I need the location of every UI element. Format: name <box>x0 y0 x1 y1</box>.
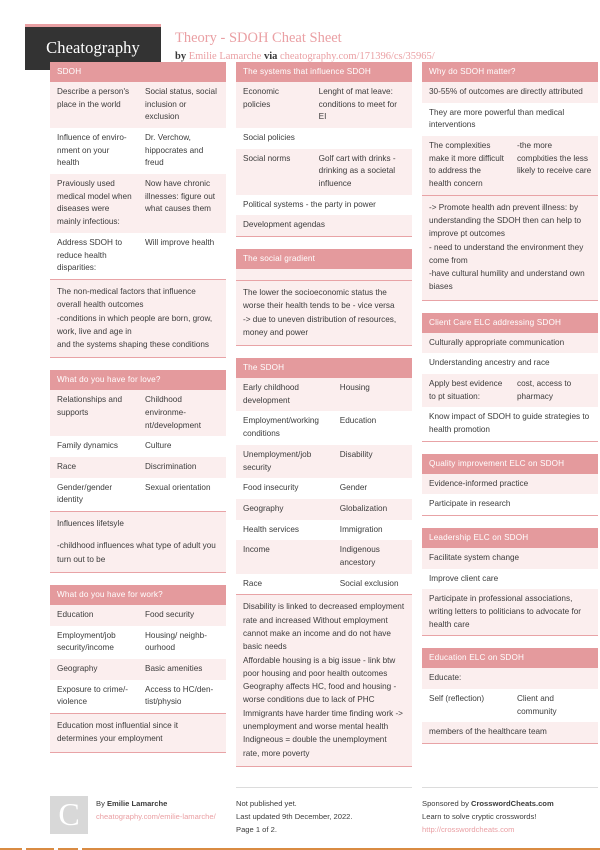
column-3 <box>422 62 598 756</box>
page-footer <box>25 779 575 837</box>
table-row <box>422 82 598 103</box>
cell: Employment/working conditions <box>236 411 333 444</box>
block-table <box>50 605 226 713</box>
note-line: Affordable housing is a big issue - link btw poor housing and poor health outcomes <box>243 655 396 678</box>
note-line: -> due to uneven distribution of resources, money and power <box>243 314 397 337</box>
footer-sponsor-col <box>422 787 598 837</box>
note-line: Influences lifetsyle <box>57 519 124 529</box>
cell: members of the healthcare team <box>422 722 598 743</box>
table-row <box>50 680 226 713</box>
cell: Social policies <box>236 128 412 149</box>
table-row <box>236 215 412 236</box>
block-title: The social gradient <box>236 249 412 269</box>
cell: Gender/gender identity <box>50 478 138 511</box>
block-social-gradient <box>236 249 412 346</box>
footer-profile-link[interactable]: cheatography.com/emilie-lamarche/ <box>96 812 216 822</box>
cell: Indigenous ancestory <box>333 540 412 573</box>
table-row <box>422 407 598 440</box>
column-2 <box>236 62 412 779</box>
cell: Housing <box>333 378 412 411</box>
block-client-care-elc <box>422 313 598 442</box>
block-quality-improvement-elc <box>422 454 598 516</box>
cell: Basic amenities <box>138 659 226 680</box>
cell: cost, access to pharmacy <box>510 374 598 407</box>
sponsor-prefix: Sponsored by <box>422 798 471 808</box>
cell: Golf cart with drinks - drinking as a societal influence <box>312 149 412 195</box>
block-sdoh <box>50 62 226 358</box>
cell: Early childhood development <box>236 378 333 411</box>
cell: Disability <box>333 445 412 478</box>
note-line: and the systems shaping these conditions <box>57 340 210 350</box>
block-title: Quality improvement ELC on SDOH <box>422 454 598 474</box>
cell: Food security <box>138 605 226 626</box>
cell: The complexities make it more difficult to address the health concern <box>422 136 510 195</box>
content-columns <box>25 62 592 779</box>
cell: Political systems - the party in power <box>236 195 412 216</box>
table-row <box>50 436 226 457</box>
table-row <box>422 494 598 515</box>
table-row <box>422 589 598 635</box>
cell: Education <box>333 411 412 444</box>
by-label: by <box>175 51 187 63</box>
cell: Lenght of mat leave: conditions to meet for EI <box>312 82 412 128</box>
cell: Economic policies <box>236 82 312 128</box>
block-title: Why do SDOH matter? <box>422 62 598 82</box>
table-row <box>422 668 598 689</box>
cell: Evidence-informed practice <box>422 474 598 495</box>
by-label: By <box>96 798 107 808</box>
block-what-for-work <box>50 585 226 753</box>
sponsor-url-link[interactable]: http://crosswordcheats.com <box>422 825 515 835</box>
cell: Participate in professional associations, writing letters to politicians to advocate for health care <box>422 589 598 635</box>
footer-publish-text <box>236 797 353 837</box>
block-title: SDOH <box>50 62 226 82</box>
block-note <box>236 594 412 765</box>
block-education-elc <box>422 648 598 744</box>
page-header <box>25 0 575 62</box>
block-why-sdoh-matter <box>422 62 598 301</box>
cell: Relationships and supports <box>50 390 138 436</box>
cell: Social exclusion <box>333 574 412 595</box>
block-note <box>50 511 226 572</box>
table-row <box>50 390 226 436</box>
sponsor-name[interactable]: CrosswordCheats.com <box>470 798 554 808</box>
cell: 30-55% of outcomes are directly attributed <box>422 82 598 103</box>
cell: Client and community <box>510 689 598 722</box>
table-row <box>236 478 412 499</box>
sponsor-line <box>422 797 554 810</box>
table-row <box>236 499 412 520</box>
footer-sponsor-text <box>422 797 554 837</box>
table-row <box>236 378 412 411</box>
table-row <box>50 128 226 174</box>
footer-publish-col <box>236 787 412 837</box>
page-title: Theory - SDOH Cheat Sheet <box>175 30 342 46</box>
cell: Apply best evidence to pt situation: <box>422 374 510 407</box>
block-title: Education ELC on SDOH <box>422 648 598 668</box>
table-row <box>236 520 412 541</box>
column-1 <box>50 62 226 765</box>
cell: Unemployment/job security <box>236 445 333 478</box>
title-block <box>161 24 435 64</box>
table-row <box>422 136 598 195</box>
block-title: The SDOH <box>236 358 412 378</box>
block-note <box>236 280 412 345</box>
table-row <box>236 128 412 149</box>
author-link[interactable]: Emilie Lamarche <box>188 51 262 63</box>
block-the-sdoh <box>236 358 412 767</box>
note-line: Disability is linked to decreased employment rate and increased Without employment cannot make an income and do not have basic needs <box>243 602 405 652</box>
table-row <box>422 353 598 374</box>
block-table <box>422 668 598 743</box>
block-table <box>50 390 226 511</box>
table-row <box>422 333 598 354</box>
cell: Exposure to crime/violence <box>50 680 138 713</box>
note-line: -childhood influences what type of adult you turn out to be <box>57 541 216 564</box>
cell: Geography <box>236 499 333 520</box>
table-row <box>422 103 598 136</box>
block-note <box>50 713 226 752</box>
block-table <box>236 82 412 236</box>
block-table <box>422 333 598 441</box>
table-row <box>50 478 226 511</box>
logo-text: Cheatography <box>46 38 140 57</box>
cell: Social status, social inclusion or exclusion <box>138 82 226 128</box>
note-line: -have cultural humility and understand own biases <box>429 269 585 292</box>
publish-status: Not published yet. <box>236 798 297 808</box>
cell: Culturally appropriate communication <box>422 333 598 354</box>
cell: Now have chronic illnesses: figure out what causes them <box>138 174 226 233</box>
table-row <box>50 457 226 478</box>
cell: Know impact of SDOH to guide strategies to health promotion <box>422 407 598 440</box>
cell: Immigration <box>333 520 412 541</box>
table-row <box>236 195 412 216</box>
table-row <box>50 626 226 659</box>
cell: -the more complxities the less likely to receive care <box>510 136 598 195</box>
cell: Gender <box>333 478 412 499</box>
cell: Dr. Verchow, hippocrates and freud <box>138 128 226 174</box>
table-row <box>50 659 226 680</box>
cell: Address SDOH to reduce health disparities: <box>50 233 138 279</box>
cell: Sexual orientation <box>138 478 226 511</box>
sheet-url-link[interactable]: cheatography.com/171396/cs/35965/ <box>279 51 435 63</box>
sponsor-tagline: Learn to solve cryptic crosswords! <box>422 812 537 822</box>
block-what-for-love <box>50 370 226 573</box>
table-row <box>50 605 226 626</box>
cell: Social norms <box>236 149 312 195</box>
via-label: via <box>263 51 278 63</box>
block-note <box>50 279 226 357</box>
page-number: Page 1 of 2. <box>236 825 277 835</box>
table-row <box>236 411 412 444</box>
cell: Facilitate system change <box>422 548 598 569</box>
note-line: - need to understand the environment they come from <box>429 242 584 265</box>
block-table <box>422 82 598 195</box>
block-note <box>422 195 598 300</box>
block-leadership-elc <box>422 528 598 636</box>
block-title: What do you have for love? <box>50 370 226 390</box>
note-line: Indigneous = double the unemployment rate, more poverty <box>243 735 387 758</box>
table-row <box>422 569 598 590</box>
table-row <box>422 474 598 495</box>
cell: Race <box>236 574 333 595</box>
cell: Health services <box>236 520 333 541</box>
cell: They are more powerful than medical interventions <box>422 103 598 136</box>
block-table <box>50 82 226 279</box>
cell: Understanding ancestry and race <box>422 353 598 374</box>
cell: Educate: <box>422 668 598 689</box>
block-systems-influence-sdoh <box>236 62 412 237</box>
block-title: Leadership ELC on SDOH <box>422 528 598 548</box>
cell: Development agendas <box>236 215 412 236</box>
table-row <box>422 722 598 743</box>
cell: Globalization <box>333 499 412 520</box>
author-name: Emilie Lamarche <box>106 798 168 808</box>
table-row <box>236 149 412 195</box>
table-row <box>422 548 598 569</box>
cell <box>236 269 412 280</box>
block-table <box>236 269 412 280</box>
table-row <box>236 445 412 478</box>
block-table <box>236 378 412 594</box>
table-row <box>236 574 412 595</box>
cell: Self (reflection) <box>422 689 510 722</box>
cell: Participate in research <box>422 494 598 515</box>
note-line: Immigrants have harder time finding work -> unemployment and worse mental health <box>243 708 403 731</box>
table-row <box>236 82 412 128</box>
note-line: Education most influential since it determines your employment <box>57 721 179 744</box>
table-row <box>422 374 598 407</box>
note-line: The lower the socioeconomic status the worse their health tends to be - vice versa <box>243 288 395 311</box>
cell: Housing/ neighbourhood <box>138 626 226 659</box>
cell: Discrimination <box>138 457 226 478</box>
table-row <box>50 233 226 279</box>
note-line: -> Promote health adn prevent illness: by understanding the SDOH then can help to improve pt outcomes <box>429 202 582 239</box>
cheatography-avatar: C <box>50 796 88 834</box>
cell: Family dynamics <box>50 436 138 457</box>
cell: Access to HC/dentist/physio <box>138 680 226 713</box>
block-title: Client Care ELC addressing SDOH <box>422 313 598 333</box>
note-line: The non-medical factors that influence overall health outcomes <box>57 286 196 310</box>
block-title: What do you have for work? <box>50 585 226 605</box>
cell: Employment/job security/income <box>50 626 138 659</box>
block-table <box>422 474 598 515</box>
footer-author-line <box>96 797 216 810</box>
cell: Praviously used medical model when diseases were mainly infectious: <box>50 174 138 233</box>
cell: Improve client care <box>422 569 598 590</box>
cell: Culture <box>138 436 226 457</box>
last-updated: Last updated 9th December, 2022. <box>236 812 353 822</box>
note-line: Geography affects HC, food and housing - worse conditions due to lack of PHC <box>243 682 397 705</box>
cell: Geography <box>50 659 138 680</box>
footer-author-col <box>50 787 226 834</box>
cell: Will improve health <box>138 233 226 279</box>
block-table <box>422 548 598 636</box>
cell: Food insecurity <box>236 478 333 499</box>
block-title: The systems that influence SDOH <box>236 62 412 82</box>
table-row <box>236 540 412 573</box>
cell: Influence of environment on your health <box>50 128 138 174</box>
cell: Income <box>236 540 333 573</box>
table-row <box>50 82 226 128</box>
cell: Childhood environment/development <box>138 390 226 436</box>
table-row <box>236 269 412 280</box>
cell: Race <box>50 457 138 478</box>
table-row <box>422 689 598 722</box>
table-row <box>50 174 226 233</box>
footer-author-text <box>96 796 216 834</box>
cell: Describe a person's place in the world <box>50 82 138 128</box>
cell: Education <box>50 605 138 626</box>
note-line: -conditions in which people are born, grow, work, live and age in <box>57 313 213 336</box>
